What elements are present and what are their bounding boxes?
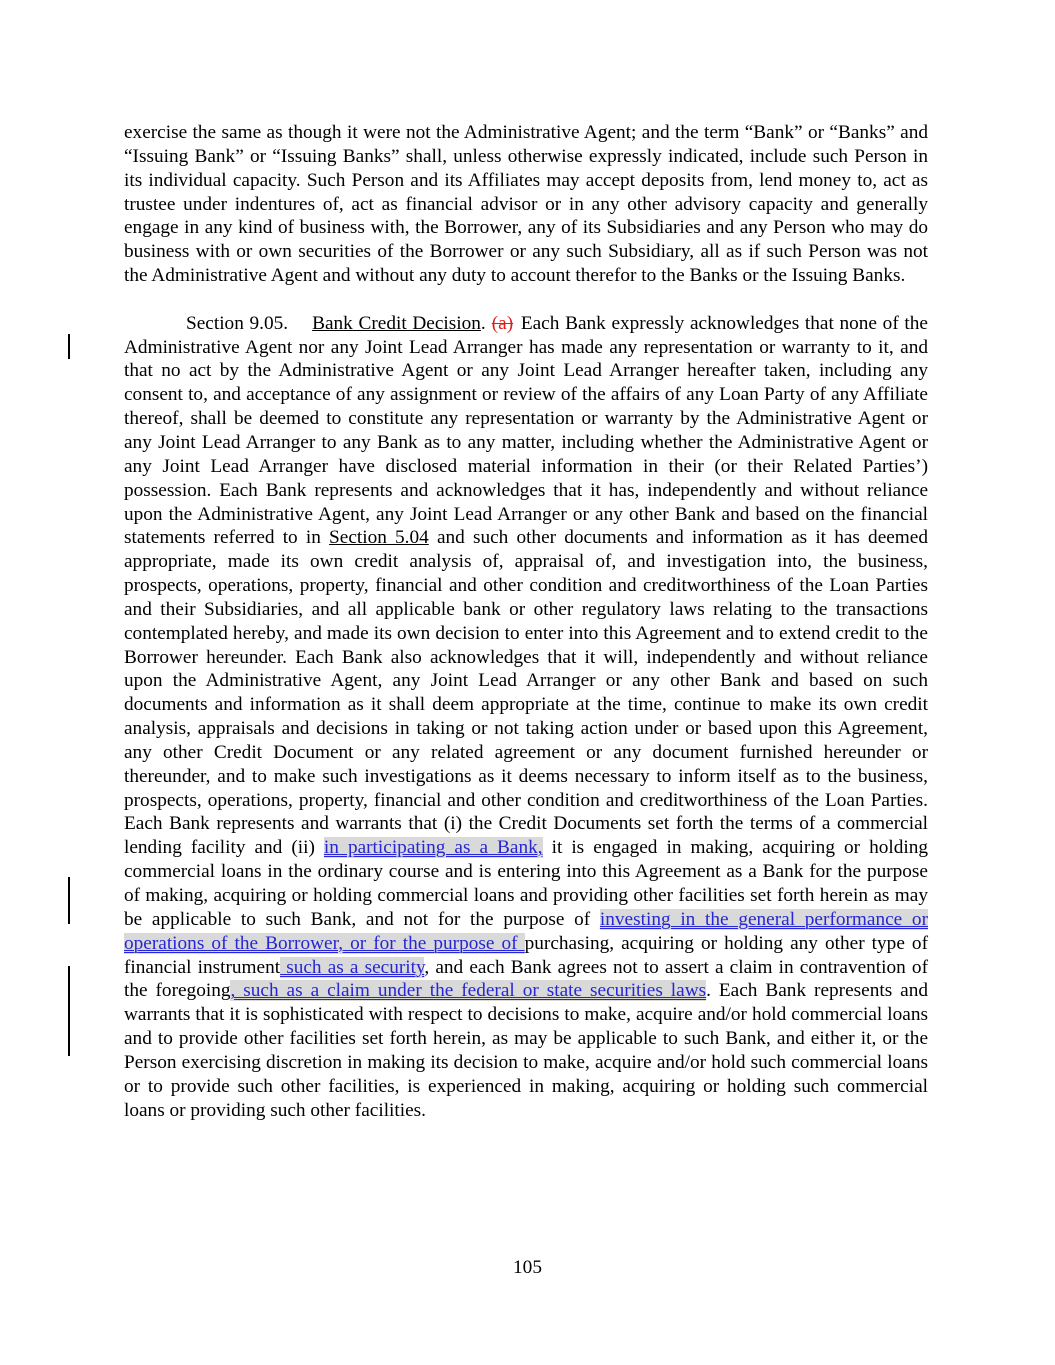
inserted-text-2: investing in the general performance or operations of the Borrower, or for the purpose of [124, 908, 928, 954]
inserted-text-1: in participating as a Bank, [323, 837, 543, 859]
change-bar [68, 966, 70, 1056]
deleted-marker: (a) [491, 312, 514, 334]
body-text-6: . Each Bank represents and warrants that it is sophisticated with respect to decisions to make, acquire and/or hold commercial loans and to provide other facilities set forth herein, as may be applicable to such Bank, and either it, or the Person exercising discretion in making its decision to make, acquire and/or hold such commercial loans or to provide such other facilities, is experienced in making, acquiring or holding such commercial loans or providing such other facilities. [124, 980, 928, 1121]
body-text-3: it is engaged in making, acquiring or holding commercial loans in the ordinary course and is entering into this Agreement as a Bank for the purpose of making, acquiring or holding commercial loans and providing other facilities set forth herein as may be applicable to such Bank, and not for the purpose of [124, 837, 928, 930]
section-number: Section 9.05. [186, 312, 289, 334]
paragraph-continuation: exercise the same as though it were not the Administrative Agent; and the term “Bank” or “Banks” and “Issuing Bank” or “Issuing Banks” shall, unless otherwise expressly indicated, include such Person in its individual capacity. Such Person and its Affiliates may accept deposits from, lend money to, act as trustee under indentures of, act as financial advisor or in any other advisory capacity and generally engage in any kind of business with, the Borrower, any of its Subsidiaries and any Person who may do business with or own securities of the Borrower or any such Subsidiary, all as if such Person was not the Administrative Agent and without any duty to account therefor to the Banks or the Issuing Banks. [124, 122, 928, 287]
document-content [124, 121, 928, 1122]
body-text-1: Each Bank expressly acknowledges that none of the Administrative Agent nor any Joint Lead Arranger has made any representation or warranty to it, and that no act by the Administrative Agent or any Joint Lead Arranger hereafter taken, including any consent to, and acceptance of any assignment or review of the affairs of any Loan Party of any Affiliate thereof, shall be deemed to constitute any representation or warranty by the Administrative Agent or any Joint Lead Arranger to any Bank as to any matter, including whether the Administrative Agent or any Joint Lead Arranger have disclosed material information in their (or their Related Parties’) possession. Each Bank represents and acknowledges that it has, independently and without reliance upon the Administrative Agent, any Joint Lead Arranger or any other Bank and based on the financial statements referred to in [124, 312, 928, 549]
inserted-text-4: , such as a claim under the federal or state securities laws [230, 980, 707, 1002]
change-bar [68, 877, 70, 924]
section-9-05-paragraph [124, 312, 928, 1123]
section-title-period: . [480, 312, 486, 334]
section-5-04-reference: Section 5.04 [329, 527, 429, 549]
change-bar [68, 334, 70, 359]
body-text-5: , and each Bank agrees not to assert a claim in contravention of the foregoing [124, 956, 928, 1002]
page-number: 105 [513, 1257, 542, 1278]
section-title: Bank Credit Decision [312, 312, 481, 334]
inserted-text-3: such as a security [280, 956, 425, 978]
body-text-4: purchasing, acquiring or holding any other type of financial instrument [124, 932, 928, 978]
body-text-2: and such other documents and information as it has deemed appropriate, made its own credit analysis of, appraisal of, and investigation into, the business, prospects, operations, property, financial and other condition and creditworthiness of the Loan Parties and their Subsidiaries, and all applicable bank or other regulatory laws relating to the transactions contemplated hereby, and made its own decision to enter into this Agreement and to extend credit to the Borrower hereunder. Each Bank also acknowledges that it will, independently and without reliance upon the Administrative Agent, any Joint Lead Arranger or any other Bank and based on such documents and information as it shall deem appropriate at the time, continue to make its own credit analysis, appraisals and decisions in taking or not taking action under or based upon this Agreement, any other Credit Document or any related agreement or any document furnished hereunder or thereunder, and to make such investigations as it deems necessary to inform itself as to the business, prospects, operations, property, financial and other condition and creditworthiness of the Loan Parties. Each Bank represents and warrants that (i) the Credit Documents set forth the terms of a commercial lending facility and (ii) [124, 527, 929, 859]
